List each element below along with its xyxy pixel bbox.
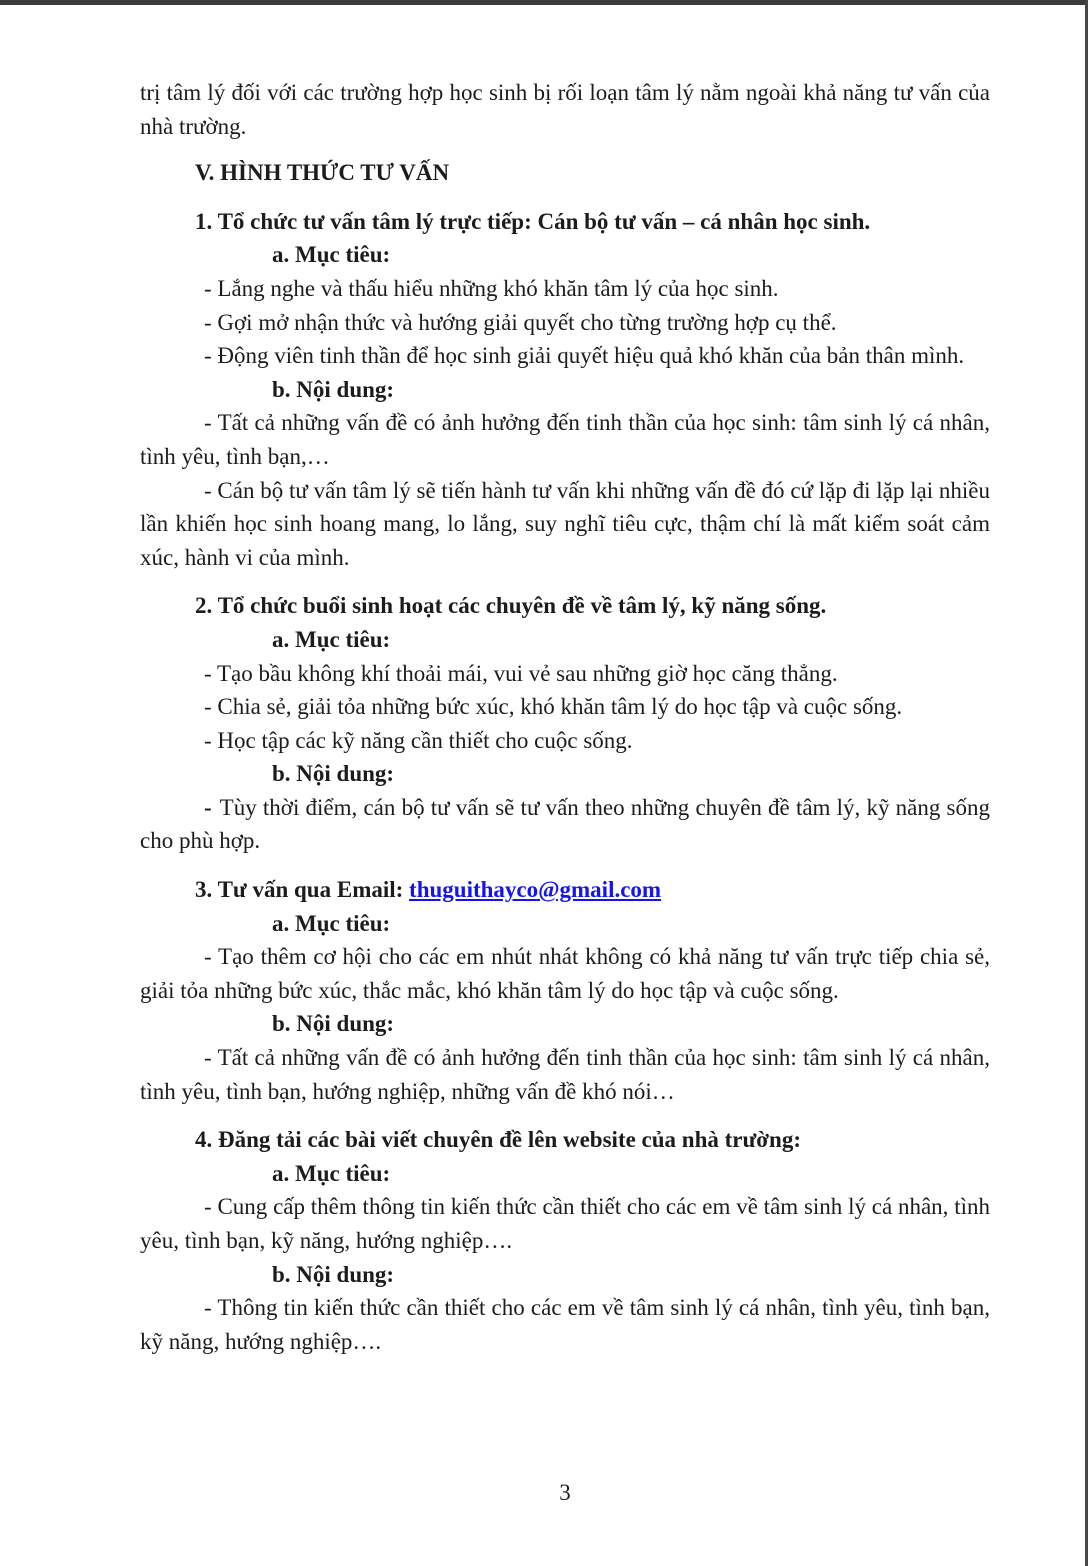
bullet-item: - Gợi mở nhận thức và hướng giải quyết cho từng trường hợp cụ thể. (204, 309, 837, 335)
numbered-heading-3 (140, 873, 990, 907)
bullet-item: - Lắng nghe và thấu hiểu những khó khăn tâm lý của học sinh. (204, 275, 779, 301)
document-body (140, 76, 990, 1358)
numbered-heading-1: 1. Tổ chức tư vấn tâm lý trực tiếp: Cán bộ tư vấn – cá nhân học sinh. (195, 208, 871, 234)
subheading-noi-dung: b. Nội dung: (272, 376, 395, 402)
bullet-text: Tùy thời điểm, cán bộ tư vấn sẽ tư vấn theo những chuyên đề tâm lý, kỹ năng sống cho phù hợp. (140, 794, 990, 854)
bullet-item: - Tạo bầu không khí thoải mái, vui vẻ sau những giờ học căng thẳng. (204, 660, 838, 686)
bullet-item: - Cung cấp thêm thông tin kiến thức cần thiết cho các em về tâm sinh lý cá nhân, tình yêu, tình bạn, kỹ năng, hướng nghiệp…. (140, 1194, 990, 1253)
section-heading-v: V. HÌNH THỨC TƯ VẤN (195, 160, 450, 186)
subheading-muc-tieu: a. Mục tiêu: (272, 910, 391, 936)
bullet-item: - Cán bộ tư vấn tâm lý sẽ tiến hành tư vấn khi những vấn đề đó cứ lặp đi lặp lại nhiều lần khiến học sinh hoang mang, lo lắng, suy nghĩ tiêu cực, thậm chí là mất kiểm soát cảm xúc, hành vi của mình. (140, 477, 990, 570)
subheading-noi-dung: b. Nội dung: (272, 761, 395, 787)
subheading-noi-dung: b. Nội dung: (272, 1261, 395, 1287)
subheading-muc-tieu: a. Mục tiêu: (272, 242, 391, 268)
bullet-item: - Tạo thêm cơ hội cho các em nhút nhát không có khả năng tư vấn trực tiếp chia sẻ, giải tỏa những bức xúc, thắc mắc, khó khăn tâm lý do học tập và cuộc sống. (140, 944, 990, 1003)
bullet-item: - Tất cả những vấn đề có ảnh hưởng đến tinh thần của học sinh: tâm sinh lý cá nhân, tình yêu, tình bạn,… (140, 410, 990, 469)
paragraph-continuation: trị tâm lý đối với các trường hợp học sinh bị rối loạn tâm lý nằm ngoài khả năng tư vấn của nhà trường. (140, 80, 990, 139)
bullet-item: - Thông tin kiến thức cần thiết cho các em về tâm sinh lý cá nhân, tình yêu, tình bạn, kỹ năng, hướng nghiệp…. (140, 1295, 990, 1354)
bullet-item: - Học tập các kỹ năng cần thiết cho cuộc sống. (204, 727, 633, 753)
bullet-item: - Động viên tinh thần để học sinh giải quyết hiệu quả khó khăn của bản thân mình. (204, 343, 965, 369)
numbered-heading-2: 2. Tổ chức buổi sinh hoạt các chuyên đề về tâm lý, kỹ năng sống. (195, 593, 827, 619)
bullet-item: - Chia sẻ, giải tỏa những bức xúc, khó khăn tâm lý do học tập và cuộc sống. (204, 694, 903, 720)
subheading-muc-tieu: a. Mục tiêu: (272, 626, 391, 652)
email-link[interactable]: thuguithayco@gmail.com (409, 877, 662, 903)
subheading-muc-tieu: a. Mục tiêu: (272, 1160, 391, 1186)
scan-edge-top (0, 0, 1088, 5)
bullet-item: - Tất cả những vấn đề có ảnh hưởng đến tinh thần của học sinh: tâm sinh lý cá nhân, tình yêu, tình bạn, hướng nghiệp, những vấn đề khó nói… (140, 1045, 990, 1104)
bold-dash: - (204, 794, 212, 820)
numbered-heading-4: 4. Đăng tải các bài viết chuyên đề lên website của nhà trường: (195, 1127, 801, 1153)
subheading-noi-dung: b. Nội dung: (272, 1011, 395, 1037)
bullet-item (140, 791, 990, 858)
email-heading-label: 3. Tư vấn qua Email: (195, 877, 410, 903)
page-number: 3 (559, 1480, 571, 1505)
